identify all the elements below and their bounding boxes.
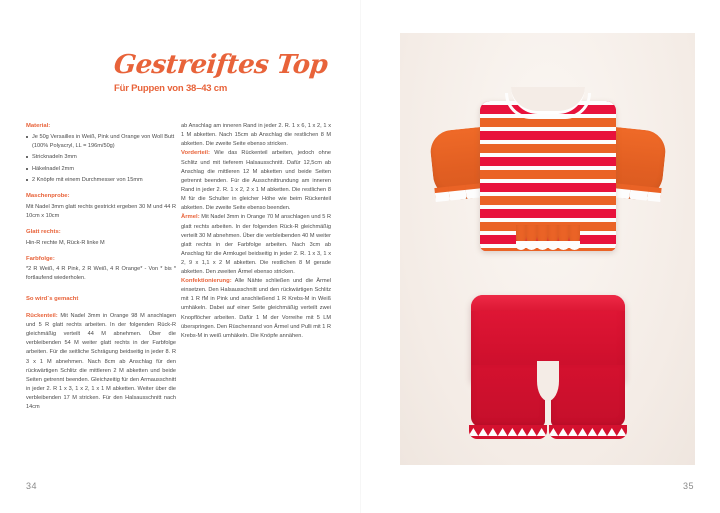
aermel-label: Ärmel: xyxy=(181,213,200,220)
konfektionierung-text: Alle Nähte schließen und die Ärmel einsetzen. Den Halsausschnitt und den rückwärtigen Schlitz mit 1 R fM in Pink und anschließend 1 R Krebs-M in Weiß umhäkeln. Dabei auf einer Seite gleichmäßig verteilt zwei Knopflöcher arbeiten. Dafür 1 M der Vorreihe mit 5 LM überspringen. Den Rüschenrand von Ärmel und Pulli mit 1 R Krebs-M in weiß umhäkeln. Die Knöpfe annähen. xyxy=(181,277,332,339)
page-gutter xyxy=(360,0,361,513)
shorts-right-cuff xyxy=(549,425,627,439)
page-number-left: 34 xyxy=(26,481,38,491)
left-cuff-zigzag-trim xyxy=(469,428,547,436)
neckline-white-trim xyxy=(505,93,591,119)
aermel-paragraph xyxy=(181,213,331,277)
glatt-rechts-text: Hin-R rechte M, Rück-R linke M xyxy=(26,239,105,246)
continuation-paragraph: ab Anschlag am inneren Rand in jeder 2. R. 1 x 6, 1 x 2, 1 x 1 M abketten. Nach 15cm ab Anschlag die restlichen 8 M abketten. Die zweite Seite ebenso stricken. xyxy=(181,123,331,148)
stripe xyxy=(480,183,616,192)
striped-top-image xyxy=(432,91,664,263)
shorts-left-leg xyxy=(471,365,545,427)
stripe xyxy=(480,144,616,153)
shorts-crotch-gap xyxy=(537,361,559,401)
konfektionierung-paragraph xyxy=(181,277,331,341)
red-shorts-image xyxy=(465,295,631,437)
shorts-waistband xyxy=(471,295,625,311)
vorderteil-label: Vorderteil: xyxy=(181,150,211,157)
stripe xyxy=(480,170,616,179)
text-column-middle xyxy=(181,122,331,341)
so-wirds-gemacht-heading: So wird`s gemacht xyxy=(26,296,79,303)
page-number-right: 35 xyxy=(682,481,694,491)
maschenprobe-text: Mit Nadel 3mm glatt rechts gestrickt ergeben 30 M und 44 R 10cm x 10cm xyxy=(26,203,176,219)
right-cuff-zigzag-trim xyxy=(549,428,627,436)
maschenprobe-heading: Maschenprobe: xyxy=(26,193,70,200)
shorts-right-leg xyxy=(551,365,625,427)
vorderteil-paragraph xyxy=(181,149,331,213)
text-column-left xyxy=(26,122,176,412)
rueckenteil-label: Rückenteil: xyxy=(26,312,58,319)
material-list xyxy=(26,133,176,186)
list-item: Je 50g Versailles in Weiß, Pink und Orange von Woll Butt (100% Polyacryl, LL = 196m/50g) xyxy=(26,133,176,151)
stripe xyxy=(480,131,616,140)
stripe xyxy=(480,209,616,218)
stripe xyxy=(480,118,616,127)
stripe xyxy=(480,196,616,205)
rueckenteil-text: Mit Nadel 3mm in Orange 98 M anschlagen und 5 R glatt rechts arbeiten. In der folgenden Rück-R gleichmäßig verteilt 44 M abnehmen. Über die verbleibenden 54 M weiter glatt rechts in der Farbfolge arbeiten. Für die seitliche Schrägung beidseitig in jeder 8. R 3 x 1 M abnehmen. Nach 8cm ab Anschlag für den rückwärtigen Schlitz die mittleren 2 M abketten und beide Seiten getrennt beenden. Gleichzeitig für den Armausschnitt in jeder 2. R 1 x 3, 1 x 2, 1 x 1 M abketten. Weiter über die verbleibenden 17 M stricken. Für den Halsausschnitt nach 14cm xyxy=(26,312,176,410)
konfektionierung-label: Konfektionierung: xyxy=(181,277,232,284)
page-subtitle: Für Puppen von 38–43 cm xyxy=(114,83,228,94)
right-page xyxy=(360,0,720,513)
product-photo xyxy=(400,33,695,465)
hem-white-edge xyxy=(516,241,580,250)
page-title: Gestreiftes Top xyxy=(112,50,329,80)
list-item: 2 Knöpfe mit einem Durchmesser von 15mm xyxy=(26,176,176,185)
top-bodice xyxy=(480,101,616,251)
material-heading: Material: xyxy=(26,123,51,129)
vorderteil-text: Wie das Rückenteil arbeiten, jedoch ohne Schlitz und mit tieferem Halsausschnitt. Dafür 12,5cm ab Anschlag die mittleren 12 M abketten und beide Seiten getrennt beenden. Für die Ausschnittrundung am inneren Rand in jeder 2. R. 1 x 2, 2 x 1 M abketten. Die restlichen 8 M für die Schulter in gleicher Höhe wie beim Rückenteil abketten. Die zweite Seite ebenso beenden. xyxy=(181,150,331,211)
stripe xyxy=(480,157,616,166)
shorts-left-cuff xyxy=(469,425,547,439)
list-item: Häkelnadel 2mm xyxy=(26,165,176,174)
farbfolge-heading: Farbfolge: xyxy=(26,255,55,262)
title-block xyxy=(114,52,327,94)
glatt-rechts-heading: Glatt rechts: xyxy=(26,228,61,235)
hem-ruffle xyxy=(516,225,580,251)
rueckenteil-paragraph xyxy=(26,312,176,412)
farbfolge-text: *2 R Weiß, 4 R Pink, 2 R Weiß, 4 R Orange* - Von * bis * fortlaufend wiederholen. xyxy=(26,266,176,282)
aermel-text: Mit Nadel 3mm in Orange 70 M anschlagen und 5 R glatt rechts arbeiten. In der folgenden Rück-R gleichmäßig verteilt 30 M abnehmen. Über die verbleibenden 40 M weiter glatt rechts in der Farbfolge arbeiten. Nach 3cm ab Anschlag für die Armkugel beidseitig in jeder 2. R. 1 x 3, 1 x 2, 9 x 1,1 x 2 M abketten. Die restlichen 8 M gerade abketten. Den zweiten Ärmel ebenso stricken. xyxy=(181,213,331,275)
list-item: Stricknadeln 3mm xyxy=(26,153,176,162)
